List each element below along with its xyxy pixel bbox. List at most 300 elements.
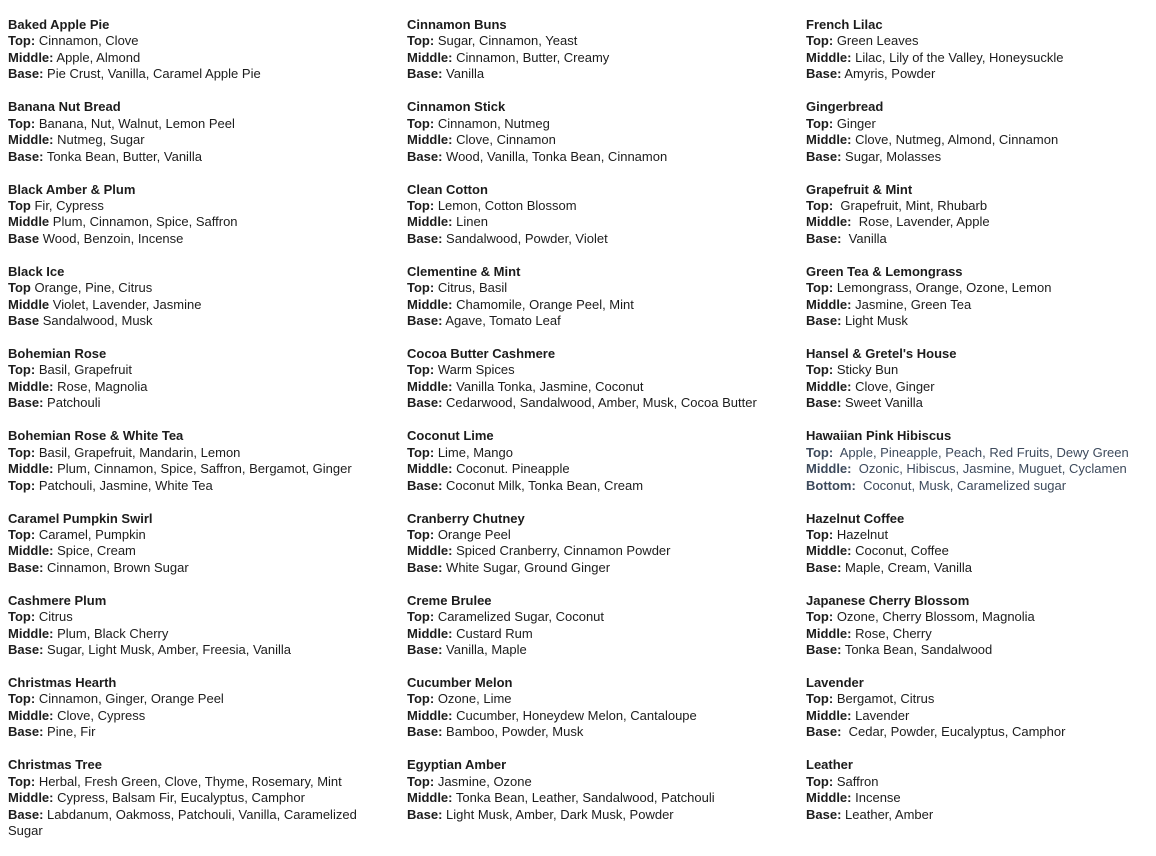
note-line [407, 231, 792, 247]
fragrance-title: Cranberry Chutney [407, 510, 525, 526]
note-value: Sandalwood, Powder, Violet [446, 230, 608, 246]
note-value: Linen [456, 214, 488, 230]
note-label: Middle [8, 214, 50, 230]
note-value: Coconut Milk, Tonka Bean, Cream [446, 477, 644, 493]
note-value: Wood, Vanilla, Tonka Bean, Cinnamon [446, 148, 668, 164]
note-line [806, 33, 1142, 49]
note-label: Top: [407, 444, 435, 460]
note-value: Sticky Bun [836, 362, 899, 378]
note-line [407, 543, 792, 559]
fragrance-entry [8, 675, 393, 741]
note-value: Agave, Tomato Leaf [445, 313, 561, 329]
fragrance-title: Green Tea & Lemongrass [806, 263, 963, 279]
fragrance-entry [806, 511, 1142, 577]
note-label: Middle: [407, 707, 453, 723]
note-label: Bottom: [806, 477, 856, 493]
note-value: Coconut, Musk, Caramelized sugar [859, 477, 1067, 493]
note-line [407, 560, 792, 576]
fragrance-title: Cucumber Melon [407, 675, 513, 690]
note-value: Lemon, Cotton Blossom [437, 197, 577, 213]
fragrance-entry [8, 511, 393, 577]
note-value: Cedarwood, Sandalwood, Amber, Musk, Cocoa Butter [446, 395, 757, 411]
fragrance-entry [407, 428, 792, 494]
note-label: Middle: [806, 49, 852, 65]
note-label: Top: [8, 477, 36, 493]
note-label: Top: [806, 773, 834, 789]
note-line [806, 132, 1142, 148]
note-line [806, 543, 1142, 559]
fragrance-title: Banana Nut Bread [8, 99, 121, 115]
fragrance-title: Christmas Hearth [8, 675, 117, 690]
note-line [8, 149, 393, 165]
note-value: Bamboo, Powder, Musk [446, 724, 584, 740]
note-label: Top: [8, 362, 36, 378]
column-2 [407, 17, 806, 856]
note-value: Patchouli [47, 395, 101, 411]
note-value: Clove, Cinnamon [456, 132, 556, 148]
note-line [806, 231, 1142, 247]
fragrance-entry [407, 593, 792, 659]
note-label: Base: [8, 559, 44, 575]
note-line [407, 691, 792, 707]
note-value: Vanilla [446, 66, 485, 82]
note-value: Sandalwood, Musk [42, 313, 153, 329]
note-label: Top: [806, 280, 834, 296]
note-label: Base [8, 230, 40, 246]
note-label: Top: [407, 609, 435, 625]
note-line [407, 609, 792, 625]
note-label: Top: [8, 33, 36, 49]
note-label: Base: [8, 66, 44, 82]
note-line [8, 527, 393, 543]
fragrance-title: Japanese Cherry Blossom [806, 592, 970, 608]
note-line [806, 691, 1142, 707]
note-line [407, 527, 792, 543]
note-line [8, 395, 393, 411]
note-line [8, 50, 393, 66]
note-value: Ginger [836, 115, 876, 131]
note-value: Clove, Nutmeg, Almond, Cinnamon [855, 132, 1059, 148]
fragrance-entry [806, 428, 1142, 494]
note-line [806, 116, 1142, 132]
note-value: Orange Peel [437, 526, 511, 542]
note-value: Cypress, Balsam Fir, Eucalyptus, Camphor [57, 790, 305, 806]
note-label: Top: [407, 115, 435, 131]
note-label: Base: [806, 148, 842, 164]
note-label: Middle: [806, 543, 852, 559]
note-label: Base: [407, 559, 443, 575]
note-value: Vanilla, Maple [446, 642, 527, 658]
note-line [8, 708, 393, 724]
note-value: Violet, Lavender, Jasmine [52, 296, 202, 312]
fragrance-title: Egyptian Amber [407, 757, 507, 773]
note-value: Cucumber, Honeydew Melon, Cantaloupe [456, 707, 697, 723]
note-label: Base: [806, 313, 842, 329]
note-label: Top: [407, 362, 435, 378]
note-line [806, 527, 1142, 543]
fragrance-entry [8, 182, 393, 248]
note-line [407, 280, 792, 296]
note-label: Top: [806, 691, 834, 707]
note-line [8, 116, 393, 132]
note-label: Base: [8, 395, 44, 411]
fragrance-title: Leather [806, 757, 853, 773]
fragrance-title: Gingerbread [806, 99, 884, 115]
note-line [8, 297, 393, 313]
note-line [8, 543, 393, 559]
note-label: Base: [806, 230, 842, 246]
note-label: Top: [8, 444, 36, 460]
note-label: Base: [806, 642, 842, 658]
note-value: Labdanum, Oakmoss, Patchouli, Vanilla, Caramelized Sugar [8, 806, 361, 839]
note-line [8, 609, 393, 625]
note-label: Base: [806, 559, 842, 575]
fragrance-entry [8, 346, 393, 412]
note-line [407, 724, 792, 740]
note-value: Cinnamon, Butter, Creamy [456, 49, 610, 65]
note-value: Tonka Bean, Leather, Sandalwood, Patchouli [455, 790, 715, 806]
note-value: Grapefruit, Mint, Rhubarb [836, 197, 988, 213]
fragrance-title: Clementine & Mint [407, 263, 521, 279]
note-line [806, 626, 1142, 642]
fragrance-entry [8, 17, 393, 83]
note-value: Rose, Cherry [855, 625, 932, 641]
note-label: Middle: [407, 132, 453, 148]
fragrance-title: Cinnamon Buns [407, 17, 507, 32]
note-line [806, 198, 1142, 214]
note-value: Cinnamon, Clove [38, 33, 139, 49]
note-label: Base: [407, 477, 443, 493]
note-line [806, 50, 1142, 66]
note-label: Middle: [407, 543, 453, 559]
note-line [806, 149, 1142, 165]
fragrance-title: French Lilac [806, 17, 883, 32]
fragrance-entry [8, 99, 393, 165]
note-label: Top: [8, 526, 36, 542]
note-value: Lime, Mango [437, 444, 513, 460]
note-line [8, 790, 393, 806]
column-1 [8, 17, 407, 856]
note-line [806, 379, 1142, 395]
fragrance-title: Creme Brulee [407, 592, 492, 608]
note-value: Jasmine, Green Tea [855, 296, 972, 312]
note-label: Middle: [8, 461, 54, 477]
note-label: Base: [8, 642, 44, 658]
column-3 [806, 17, 1156, 856]
note-line [806, 478, 1142, 494]
note-label: Middle: [8, 49, 54, 65]
note-label: Middle: [407, 625, 453, 641]
note-value: Green Leaves [836, 33, 919, 49]
note-line [806, 807, 1142, 823]
note-label: Base: [407, 230, 443, 246]
note-line [8, 724, 393, 740]
fragrance-entry [407, 346, 792, 412]
fragrance-title: Coconut Lime [407, 428, 494, 444]
note-line [8, 445, 393, 461]
note-label: Top: [806, 197, 834, 213]
fragrance-entry [8, 593, 393, 659]
note-label: Middle: [407, 296, 453, 312]
note-value: Ozone, Cherry Blossom, Magnolia [836, 609, 1035, 625]
fragrance-title: Black Amber & Plum [8, 181, 136, 197]
note-line [8, 691, 393, 707]
note-value: Ozonic, Hibiscus, Jasmine, Muguet, Cyclamen [855, 461, 1127, 477]
fragrance-entry [806, 593, 1142, 659]
note-value: Pine, Fir [47, 724, 96, 740]
note-label: Middle: [806, 132, 852, 148]
note-line [8, 807, 393, 840]
note-line [407, 149, 792, 165]
note-label: Middle: [407, 790, 453, 806]
note-value: Incense [855, 790, 901, 806]
fragrance-title: Cinnamon Stick [407, 99, 506, 115]
note-value: Lemongrass, Orange, Ozone, Lemon [836, 280, 1052, 296]
note-label: Top: [806, 115, 834, 131]
note-value: Amyris, Powder [844, 66, 936, 82]
note-value: Sugar, Light Musk, Amber, Freesia, Vanilla [47, 642, 292, 658]
fragrance-title: Hansel & Gretel's House [806, 346, 957, 361]
note-label: Top: [8, 115, 36, 131]
note-line [806, 214, 1142, 230]
note-value: Apple, Almond [56, 49, 141, 65]
note-value: Clove, Ginger [855, 378, 935, 394]
note-label: Top [8, 280, 31, 296]
note-line [407, 461, 792, 477]
note-line [407, 313, 792, 329]
note-value: Citrus [38, 609, 73, 625]
note-value: Plum, Cinnamon, Spice, Saffron, Bergamot, Ginger [57, 461, 352, 477]
note-line [8, 214, 393, 230]
note-line [407, 362, 792, 378]
note-line [407, 214, 792, 230]
note-line [8, 461, 393, 477]
note-value: Patchouli, Jasmine, White Tea [38, 477, 213, 493]
note-value: Sugar, Molasses [845, 148, 942, 164]
note-label: Top: [407, 33, 435, 49]
note-label: Base: [407, 395, 443, 411]
note-line [8, 362, 393, 378]
note-value: Jasmine, Ozone [437, 773, 532, 789]
note-label: Base: [407, 724, 443, 740]
fragrance-entry [806, 264, 1142, 330]
note-label: Top: [8, 691, 36, 707]
note-label: Base: [8, 806, 44, 822]
note-value: Hazelnut [836, 526, 889, 542]
note-label: Middle: [806, 214, 852, 230]
fragrance-title: Christmas Tree [8, 757, 102, 773]
note-line [806, 609, 1142, 625]
note-value: White Sugar, Ground Ginger [446, 559, 611, 575]
note-label: Middle: [407, 49, 453, 65]
fragrance-title: Baked Apple Pie [8, 17, 110, 32]
fragrance-entry [407, 99, 792, 165]
note-line [407, 478, 792, 494]
note-line [806, 790, 1142, 806]
note-label: Base: [8, 724, 44, 740]
note-label: Top: [407, 280, 435, 296]
note-value: Caramelized Sugar, Coconut [437, 609, 605, 625]
note-label: Base: [407, 148, 443, 164]
note-line [407, 132, 792, 148]
note-value: Wood, Benzoin, Incense [42, 230, 184, 246]
note-label: Top: [806, 609, 834, 625]
fragrance-entry [806, 757, 1142, 823]
fragrance-title: Bohemian Rose [8, 346, 107, 361]
note-line [806, 297, 1142, 313]
note-line [806, 461, 1142, 477]
fragrance-entry [8, 757, 393, 839]
fragrance-entry [806, 17, 1142, 83]
note-value: Spiced Cranberry, Cinnamon Powder [456, 543, 671, 559]
fragrance-entry [806, 675, 1142, 741]
note-value: Maple, Cream, Vanilla [845, 559, 972, 575]
fragrance-entry [407, 511, 792, 577]
note-label: Base: [806, 66, 842, 82]
note-value: Spice, Cream [57, 543, 136, 559]
fragrance-title: Bohemian Rose & White Tea [8, 428, 184, 444]
note-line [8, 478, 393, 494]
note-label: Base [8, 313, 40, 329]
note-label: Middle: [806, 461, 852, 477]
note-line [407, 297, 792, 313]
note-value: Plum, Cinnamon, Spice, Saffron [52, 214, 238, 230]
note-value: Cinnamon, Brown Sugar [47, 559, 189, 575]
fragrance-entry [407, 264, 792, 330]
note-line [806, 280, 1142, 296]
note-label: Top: [806, 526, 834, 542]
note-label: Top: [8, 773, 36, 789]
note-line [8, 560, 393, 576]
fragrance-entry [8, 428, 393, 494]
note-line [407, 774, 792, 790]
note-value: Herbal, Fresh Green, Clove, Thyme, Rosemary, Mint [38, 773, 342, 789]
note-value: Warm Spices [437, 362, 515, 378]
note-line [8, 66, 393, 82]
fragrance-entry [8, 264, 393, 330]
note-label: Top: [407, 197, 435, 213]
fragrance-title: Cashmere Plum [8, 592, 107, 608]
note-label: Middle: [806, 296, 852, 312]
note-line [8, 774, 393, 790]
note-label: Base: [407, 66, 443, 82]
note-label: Top [8, 197, 31, 213]
fragrance-title: Lavender [806, 675, 864, 690]
note-value: Lavender [855, 707, 910, 723]
note-label: Top: [806, 362, 834, 378]
note-label: Middle: [407, 378, 453, 394]
note-value: Cinnamon, Ginger, Orange Peel [38, 691, 224, 707]
note-line [806, 313, 1142, 329]
note-label: Base: [407, 642, 443, 658]
note-line [806, 774, 1142, 790]
note-value: Ozone, Lime [437, 691, 512, 707]
note-value: Tonka Bean, Sandalwood [844, 642, 993, 658]
note-line [806, 708, 1142, 724]
fragrance-entry [806, 182, 1142, 248]
note-line [407, 626, 792, 642]
note-label: Top: [407, 691, 435, 707]
note-label: Middle: [8, 625, 54, 641]
note-value: Plum, Black Cherry [57, 625, 169, 641]
note-line [407, 33, 792, 49]
note-value: Fir, Cypress [34, 197, 104, 213]
note-value: Basil, Grapefruit [38, 362, 133, 378]
note-line [407, 445, 792, 461]
note-line [806, 362, 1142, 378]
note-value: Nutmeg, Sugar [57, 132, 145, 148]
note-line [407, 198, 792, 214]
note-value: Sugar, Cinnamon, Yeast [437, 33, 578, 49]
fragrance-title: Black Ice [8, 263, 65, 279]
note-label: Middle: [8, 790, 54, 806]
note-label: Middle: [8, 132, 54, 148]
note-value: Rose, Magnolia [57, 378, 148, 394]
note-value: Coconut. Pineapple [456, 461, 570, 477]
note-label: Middle: [8, 378, 54, 394]
fragrance-entry [407, 182, 792, 248]
note-line [8, 313, 393, 329]
note-label: Middle: [407, 461, 453, 477]
note-line [806, 642, 1142, 658]
note-label: Base: [8, 148, 44, 164]
note-label: Middle: [806, 707, 852, 723]
note-value: Vanilla [845, 230, 887, 246]
note-line [8, 626, 393, 642]
note-line [8, 33, 393, 49]
note-value: Basil, Grapefruit, Mandarin, Lemon [38, 444, 241, 460]
note-value: Cinnamon, Nutmeg [437, 115, 550, 131]
note-label: Middle: [407, 214, 453, 230]
note-label: Middle: [8, 543, 54, 559]
fragrance-entry [407, 757, 792, 823]
note-line [407, 50, 792, 66]
note-line [407, 708, 792, 724]
note-label: Top: [407, 773, 435, 789]
note-value: Coconut, Coffee [855, 543, 949, 559]
note-label: Top: [8, 609, 36, 625]
fragrance-title: Clean Cotton [407, 181, 488, 197]
note-label: Top: [806, 444, 834, 460]
note-value: Citrus, Basil [437, 280, 508, 296]
note-value: Banana, Nut, Walnut, Lemon Peel [38, 115, 235, 131]
fragrance-title: Cocoa Butter Cashmere [407, 346, 556, 361]
note-line [806, 445, 1142, 461]
note-line [407, 395, 792, 411]
fragrance-title: Caramel Pumpkin Swirl [8, 510, 153, 526]
fragrance-title: Hawaiian Pink Hibiscus [806, 428, 952, 444]
note-value: Light Musk, Amber, Dark Musk, Powder [446, 806, 674, 822]
note-line [407, 790, 792, 806]
fragrance-title: Grapefruit & Mint [806, 181, 913, 197]
note-label: Top: [806, 33, 834, 49]
note-value: Rose, Lavender, Apple [855, 214, 990, 230]
note-line [407, 807, 792, 823]
note-value: Vanilla Tonka, Jasmine, Coconut [456, 378, 644, 394]
note-line [407, 116, 792, 132]
note-label: Middle: [806, 625, 852, 641]
note-value: Pie Crust, Vanilla, Caramel Apple Pie [47, 66, 261, 82]
note-line [806, 395, 1142, 411]
note-value: Clove, Cypress [57, 707, 146, 723]
fragrance-entry [806, 99, 1142, 165]
note-line [8, 231, 393, 247]
note-value: Sweet Vanilla [845, 395, 923, 411]
note-label: Middle: [8, 707, 54, 723]
note-value: Apple, Pineapple, Peach, Red Fruits, Dewy Green [836, 444, 1129, 460]
note-value: Custard Rum [456, 625, 533, 641]
note-line [8, 642, 393, 658]
